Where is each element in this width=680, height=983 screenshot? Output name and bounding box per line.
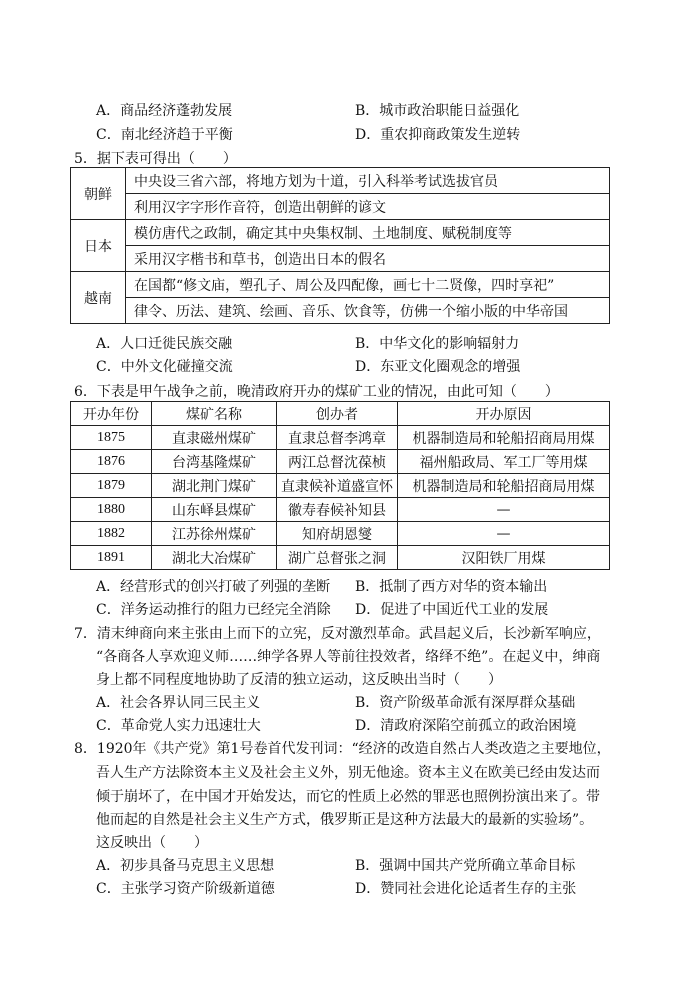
q4-option-d: D．重农抑商政策发生逆转 [355, 127, 521, 143]
q6-cell: 徽寿春候补知县 [277, 498, 398, 522]
q6-cell: 江苏徐州煤矿 [152, 522, 277, 546]
q4-option-a: A．商品经济蓬勃发展 [96, 103, 233, 119]
q4-option-c: C．南北经济趋于平衡 [96, 127, 233, 143]
q5-option-b: B．中华文化的影响辐射力 [355, 336, 520, 352]
q5-cell: 在国都“修文庙，塑孔子、周公及四配像，画七十二贤像，四时享祀” [126, 272, 610, 298]
q6-cell: 直隶总督李鸿章 [277, 426, 398, 450]
q6-option-d: D．促进了中国近代工业的发展 [355, 602, 549, 618]
q5-cell: 模仿唐代之政制，确定其中央集权制、土地制度、赋税制度等 [126, 220, 610, 246]
q6-cell: 福州船政局、军工厂等用煤 [398, 450, 610, 474]
q6-cell: 1882 [71, 522, 152, 546]
q5-option-c: C．中外文化碰撞交流 [96, 359, 233, 375]
q6-cell: 山东峄县煤矿 [152, 498, 277, 522]
q6-cell: 1880 [71, 498, 152, 522]
q8-line: 倾于崩坏了，在中国才开始发达，而它的性质上必然的罪恶也照例扮演出来了。带 [96, 789, 600, 805]
q5-country-japan: 日本 [71, 220, 126, 272]
q6-cell: 1879 [71, 474, 152, 498]
q6-header: 煤矿名称 [152, 402, 277, 426]
q6-cell: 湖广总督张之洞 [277, 546, 398, 570]
q8-line: 8．1920年《共产党》第1号卷首代发刊词：“经济的改造自然占人类改造之主要地位， [74, 741, 611, 757]
q6-cell: — [398, 522, 610, 546]
q6-cell: 1876 [71, 450, 152, 474]
q6-cell: — [398, 498, 610, 522]
q6-cell: 汉阳铁厂用煤 [398, 546, 610, 570]
q8-line: 这反映出（ ） [96, 835, 208, 851]
q6-cell: 两江总督沈葆桢 [277, 450, 398, 474]
q6-header: 开办原因 [398, 402, 610, 426]
q6-cell: 1875 [71, 426, 152, 450]
q7-line: 身上都不同程度地协助了反清的独立运动，这反映出当时（ ） [96, 672, 502, 688]
q7-option-b: B．资产阶级革命派有深厚群众基础 [355, 695, 576, 711]
q8-option-c: C．主张学习资产阶级新道德 [96, 881, 275, 897]
q6-cell: 台湾基隆煤矿 [152, 450, 277, 474]
q5-country-korea: 朝鲜 [71, 168, 126, 220]
q5-cell: 律令、历法、建筑、绘画、音乐、饮食等，仿佛一个缩小版的中华帝国 [126, 298, 610, 324]
q5-cell: 中央设三省六部，将地方划为十道，引入科举考试选拔官员 [126, 168, 610, 194]
q6-cell: 1891 [71, 546, 152, 570]
q8-line: 吾人生产方法除资本主义及社会主义外，别无他途。资本主义在欧美已经由发达而 [96, 765, 600, 781]
q6-option-c: C．洋务运动推行的阻力已经完全消除 [96, 602, 331, 618]
q6-option-a: A．经营形式的创兴打破了列强的垄断 [96, 579, 331, 595]
q5-stem: 5．据下表可得出（ ） [74, 151, 237, 167]
q7-option-a: A．社会各界认同三民主义 [96, 695, 261, 711]
q5-option-d: D．东亚文化圈观念的增强 [355, 359, 521, 375]
q6-cell: 直隶磁州煤矿 [152, 426, 277, 450]
q7-line: “各商各人享欢迎义师……绅学各界人等前往投效者，络绎不绝”。在起义中，绅商 [96, 649, 601, 665]
q5-cell: 利用汉字字形作音符，创造出朝鲜的谚文 [126, 194, 610, 220]
q5-option-a: A．人口迁徙民族交融 [96, 336, 233, 352]
q8-option-b: B．强调中国共产党所确立革命目标 [355, 858, 576, 874]
q6-cell: 机器制造局和轮船招商局用煤 [398, 426, 610, 450]
q6-option-b: B．抵制了西方对华的资本输出 [355, 579, 548, 595]
q7-option-d: D．清政府深陷空前孤立的政治困境 [355, 718, 577, 734]
q6-cell: 机器制造局和轮船招商局用煤 [398, 474, 610, 498]
q6-header: 创办者 [277, 402, 398, 426]
q8-line: 他而起的自然是社会主义生产方式，俄罗斯正是这种方法最大的最新的实验场”。 [96, 812, 594, 828]
q6-cell: 知府胡恩燮 [277, 522, 398, 546]
q8-option-d: D．赞同社会进化论适者生存的主张 [355, 881, 577, 897]
q6-table [70, 401, 610, 570]
q6-cell: 湖北大冶煤矿 [152, 546, 277, 570]
q5-cell: 采用汉字楷书和草书，创造出日本的假名 [126, 246, 610, 272]
q7-line: 7．清末绅商向来主张由上而下的立宪，反对激烈革命。武昌起义后，长沙新军响应， [74, 626, 601, 642]
q6-cell: 湖北荆门煤矿 [152, 474, 277, 498]
q6-stem: 6．下表是甲午战争之前，晚清政府开办的煤矿工业的情况，由此可知（ ） [74, 384, 559, 400]
q5-table [70, 167, 610, 324]
q7-option-c: C．革命党人实力迅速壮大 [96, 718, 261, 734]
q6-cell: 直隶候补道盛宣怀 [277, 474, 398, 498]
q8-option-a: A．初步具备马克思主义思想 [96, 858, 275, 874]
q5-country-vietnam: 越南 [71, 272, 126, 324]
q6-header: 开办年份 [71, 402, 152, 426]
q4-option-b: B．城市政治职能日益强化 [355, 103, 520, 119]
